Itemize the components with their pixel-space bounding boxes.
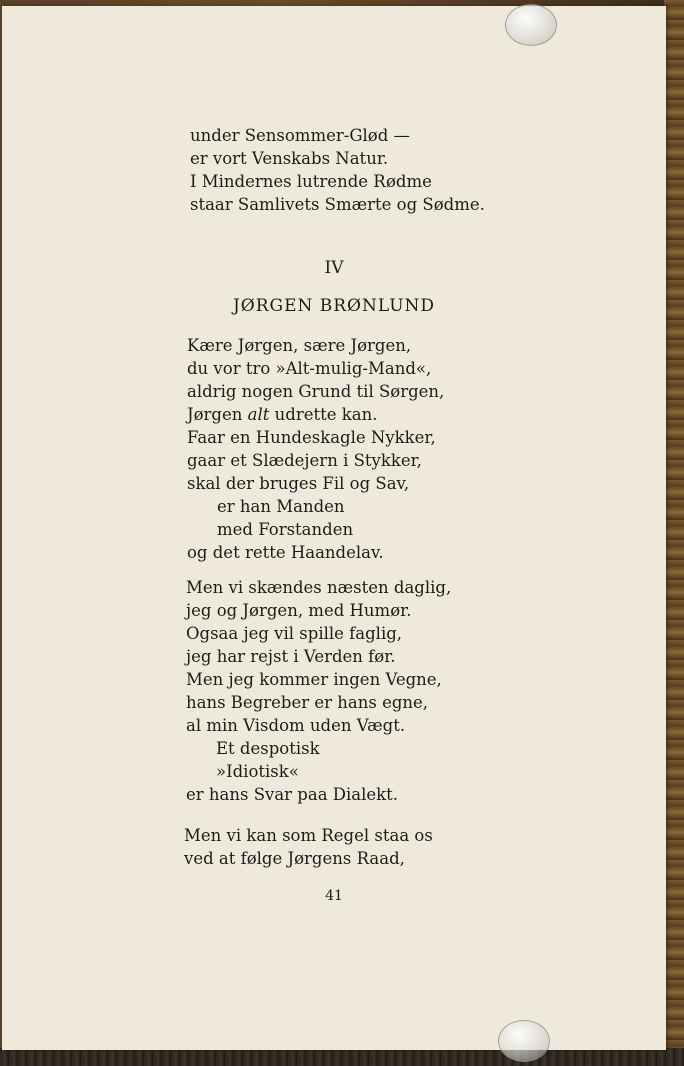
book-bottom-edge — [0, 1048, 684, 1066]
verse-line: skal der bruges Fil og Sav, — [187, 474, 410, 493]
page-clip — [498, 1020, 550, 1062]
continued-stanza — [190, 124, 485, 216]
verse-line: du vor tro »Alt-mulig-Mand«, — [187, 359, 432, 378]
stanza-2 — [186, 576, 451, 806]
section-number: IV — [324, 258, 344, 278]
verse-line: Men jeg kommer ingen Vegne, — [186, 670, 442, 689]
verse-line: Kære Jørgen, sære Jørgen, — [187, 336, 412, 355]
verse-line-indented: Et despotisk — [216, 739, 320, 758]
page-number: 41 — [325, 888, 343, 904]
verse-line: under Sensommer-Glød — — [190, 126, 411, 145]
section-title: JØRGEN BRØNLUND — [232, 296, 436, 316]
verse-line: aldrig nogen Grund til Sørgen, — [187, 382, 445, 401]
verse-line: Men vi kan som Regel staa os — [184, 826, 433, 845]
verse-line: jeg og Jørgen, med Humør. — [186, 601, 412, 620]
verse-line-indented: er han Manden — [217, 497, 345, 516]
italic-word: alt — [247, 405, 270, 424]
verse-line: ved at følge Jørgens Raad, — [184, 849, 405, 868]
verse-line-with-italic — [187, 403, 444, 426]
page-clip — [505, 4, 557, 46]
verse-line: Ogsaa jeg vil spille faglig, — [186, 624, 403, 643]
verse-line-indented: »Idiotisk« — [216, 762, 299, 781]
verse-line: I Mindernes lutrende Rødme — [190, 172, 432, 191]
book-spine — [664, 0, 684, 1066]
verse-line-part: udrette kan. — [269, 405, 378, 424]
verse-line: al min Visdom uden Vægt. — [186, 716, 406, 735]
verse-line-indented: med Forstanden — [217, 520, 354, 539]
verse-line: og det rette Haandelav. — [187, 543, 384, 562]
verse-line: staar Samlivets Smærte og Sødme. — [190, 195, 485, 214]
stanza-3 — [184, 824, 433, 870]
verse-line: gaar et Slædejern i Stykker, — [187, 451, 422, 470]
verse-line: Faar en Hundeskagle Nykker, — [187, 428, 436, 447]
verse-line: hans Begreber er hans egne, — [186, 693, 429, 712]
verse-line-part: Jørgen — [187, 405, 248, 424]
verse-line: er vort Venskabs Natur. — [190, 149, 389, 168]
verse-line: Men vi skændes næsten daglig, — [186, 578, 452, 597]
verse-line: jeg har rejst i Verden før. — [186, 647, 396, 666]
verse-line: er hans Svar paa Dialekt. — [186, 785, 399, 804]
stanza-1 — [187, 334, 444, 564]
book-page — [2, 6, 666, 1050]
